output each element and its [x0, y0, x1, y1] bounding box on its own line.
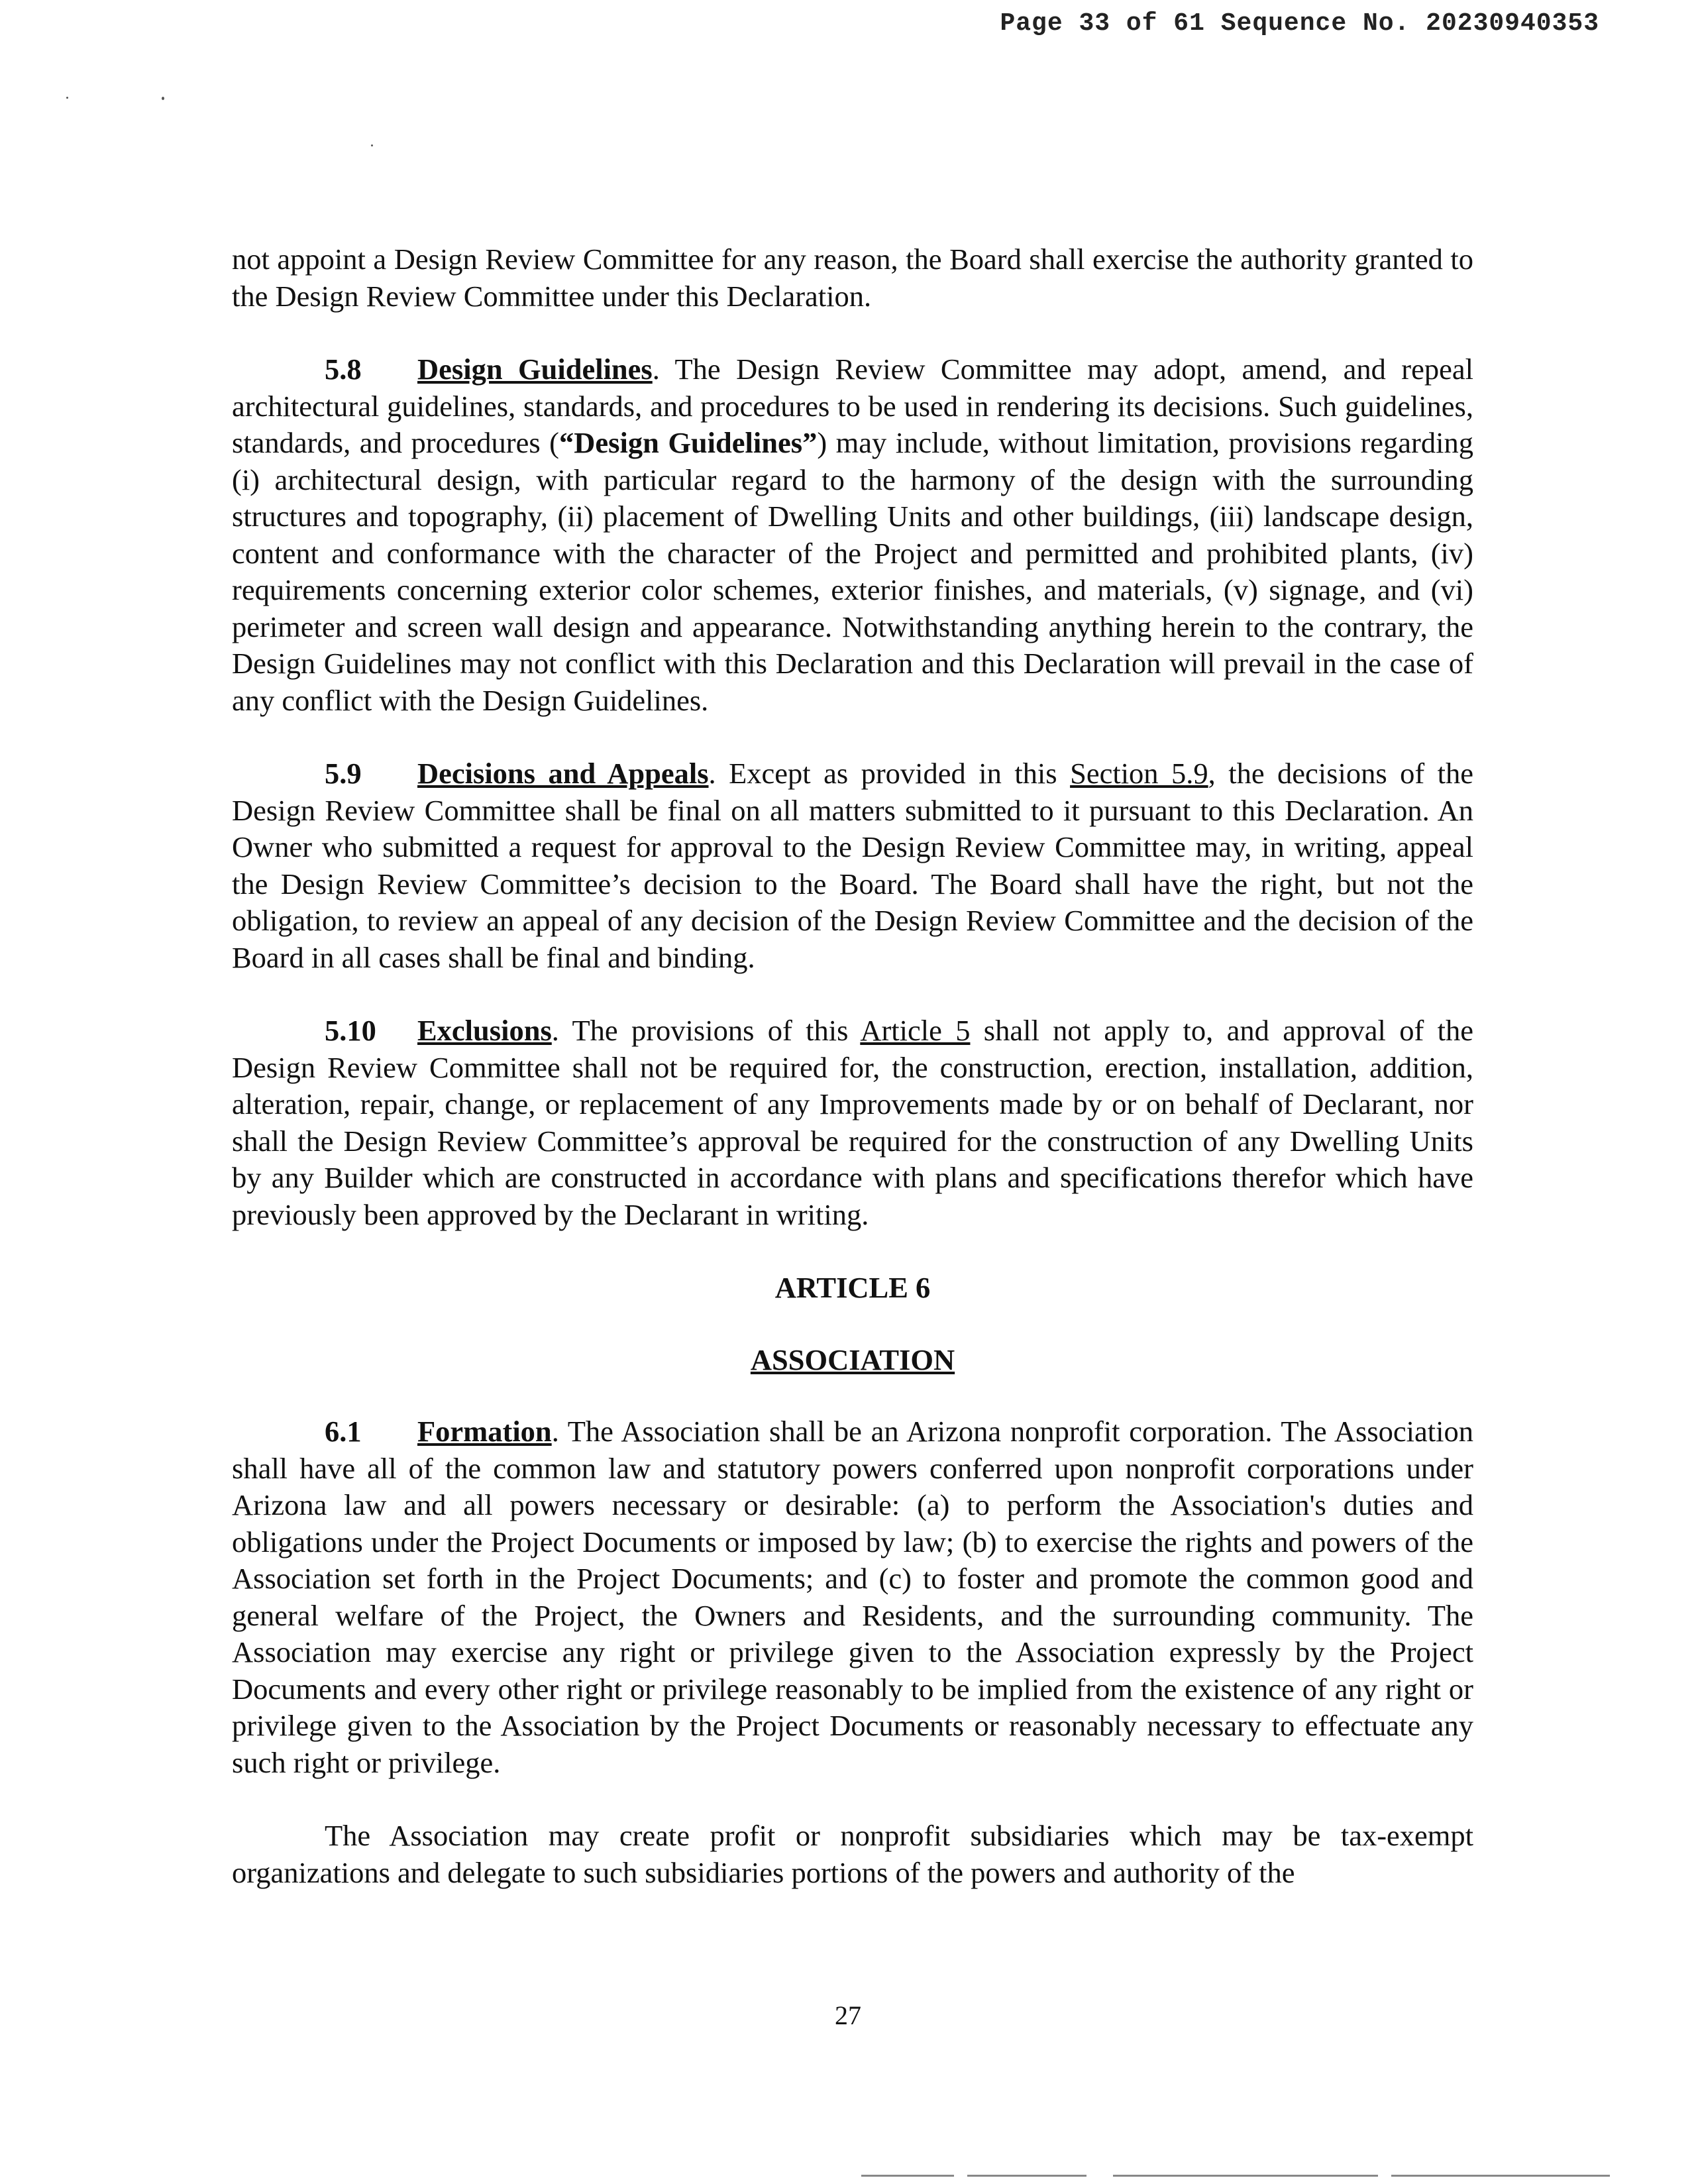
section-number: 5.9 — [325, 757, 362, 790]
section-title: Decisions and Appeals — [417, 757, 709, 790]
article-title: ASSOCIATION — [750, 1342, 955, 1376]
page-number: 27 — [835, 2000, 861, 2030]
section-6-1 — [232, 1413, 1473, 1781]
page-sequence-header: Page 33 of 61 Sequence No. 20230940353 — [1000, 9, 1599, 38]
section-5-8 — [232, 351, 1473, 719]
document-body — [232, 241, 1473, 1928]
scan-speck — [371, 144, 373, 146]
section-text: . The provisions of this — [551, 1014, 861, 1047]
scan-artifact-line — [1113, 2175, 1378, 2177]
section-text: ) may include, without limitation, provisions regarding (i) architectural design, with particular regard to the harmony of the design with the surrounding structures and topography, (ii) placement of Dwelling Units and other buildings, (iii) landscape design, content and conformance with the character of the Project and permitted and prohibited plants, (iv) requirements concerning exterior color schemes, exterior finishes, and materials, (v) signage, and (vi) perimeter and screen wall design and appearance. Notwithstanding anything herein to the contrary, the Design Guidelines may not conflict with this Declaration and this Declaration will prevail in the case of any conflict with the Design Guidelines. — [232, 426, 1473, 717]
scan-artifact-line — [861, 2175, 954, 2177]
scan-speck — [162, 97, 164, 100]
scan-speck — [66, 97, 68, 99]
section-title: Exclusions — [417, 1014, 552, 1047]
paragraph-subsidiaries: The Association may create profit or nonprofit subsidiaries which may be tax-exempt organizations and delegate to such subsidiaries portions of the powers and authority of the — [232, 1819, 1473, 1889]
section-number: 6.1 — [325, 1415, 362, 1448]
section-text: . The Design Review Committee may adopt, amend, and repeal architectural guidelines, standards, and procedures to be used in rendering its decisions. Such guidelines, standards, and procedures ( — [232, 353, 1473, 459]
defined-term: “Design Guidelines” — [559, 426, 818, 459]
cross-reference: Section 5.9 — [1070, 757, 1208, 790]
scan-artifact-line — [967, 2175, 1086, 2177]
section-text: . The Association shall be an Arizona nonprofit corporation. The Association shall have all of the common law and statutory powers conferred upon nonprofit corporations under Arizona law and all powers necessary or desirable: (a) to perform the Association's duties and obligations under the Project Documents or imposed by law; (b) to exercise the rights and powers of the Association set forth in the Project Documents; and (c) to foster and promote the common good and general welfare of the Project, the Owners and Residents, and the surrounding community. The Association may exercise any right or privilege given to the Association expressly by the Project Documents and every other right or privilege reasonably to be implied from the existence of any right or privilege given to the Association by the Project Documents or reasonably necessary to effectuate any such right or privilege. — [232, 1415, 1473, 1779]
section-text: . Except as provided in this — [708, 757, 1071, 790]
scan-artifact-line — [1391, 2175, 1610, 2177]
section-5-10 — [232, 1012, 1473, 1233]
section-number: 5.8 — [325, 353, 362, 386]
article-heading: ARTICLE 6 — [774, 1271, 931, 1304]
section-title: Design Guidelines — [417, 353, 653, 386]
cross-reference: Article 5 — [860, 1014, 971, 1047]
section-5-9 — [232, 755, 1473, 976]
section-text: , the decisions of the Design Review Committee shall be final on all matters submitted to it pursuant to this Declaration. An Owner who submitted a request for approval to the Design Review Committee may, in writing, appeal the Design Review Committee’s decision to the Board. The Board shall have the right, but not the obligation, to review an appeal of any decision of the Design Review Committee and the decision of the Board in all cases shall be final and binding. — [232, 757, 1473, 974]
section-title: Formation — [417, 1415, 552, 1448]
section-text: shall not apply to, and approval of the Design Review Committee shall not be required for, the construction, erection, installation, addition, alteration, repair, change, or replacement of any Improvements made by or on behalf of Declarant, nor shall the Design Review Committee’s approval be required for the construction of any Dwelling Units by any Builder which are constructed in accordance with plans and specifications therefor which have previously been approved by the Declarant in writing. — [232, 1014, 1473, 1231]
section-number: 5.10 — [325, 1014, 376, 1047]
paragraph-continuation: not appoint a Design Review Committee for any reason, the Board shall exercise the authority granted to the Design Review Committee under this Declaration. — [232, 243, 1473, 313]
